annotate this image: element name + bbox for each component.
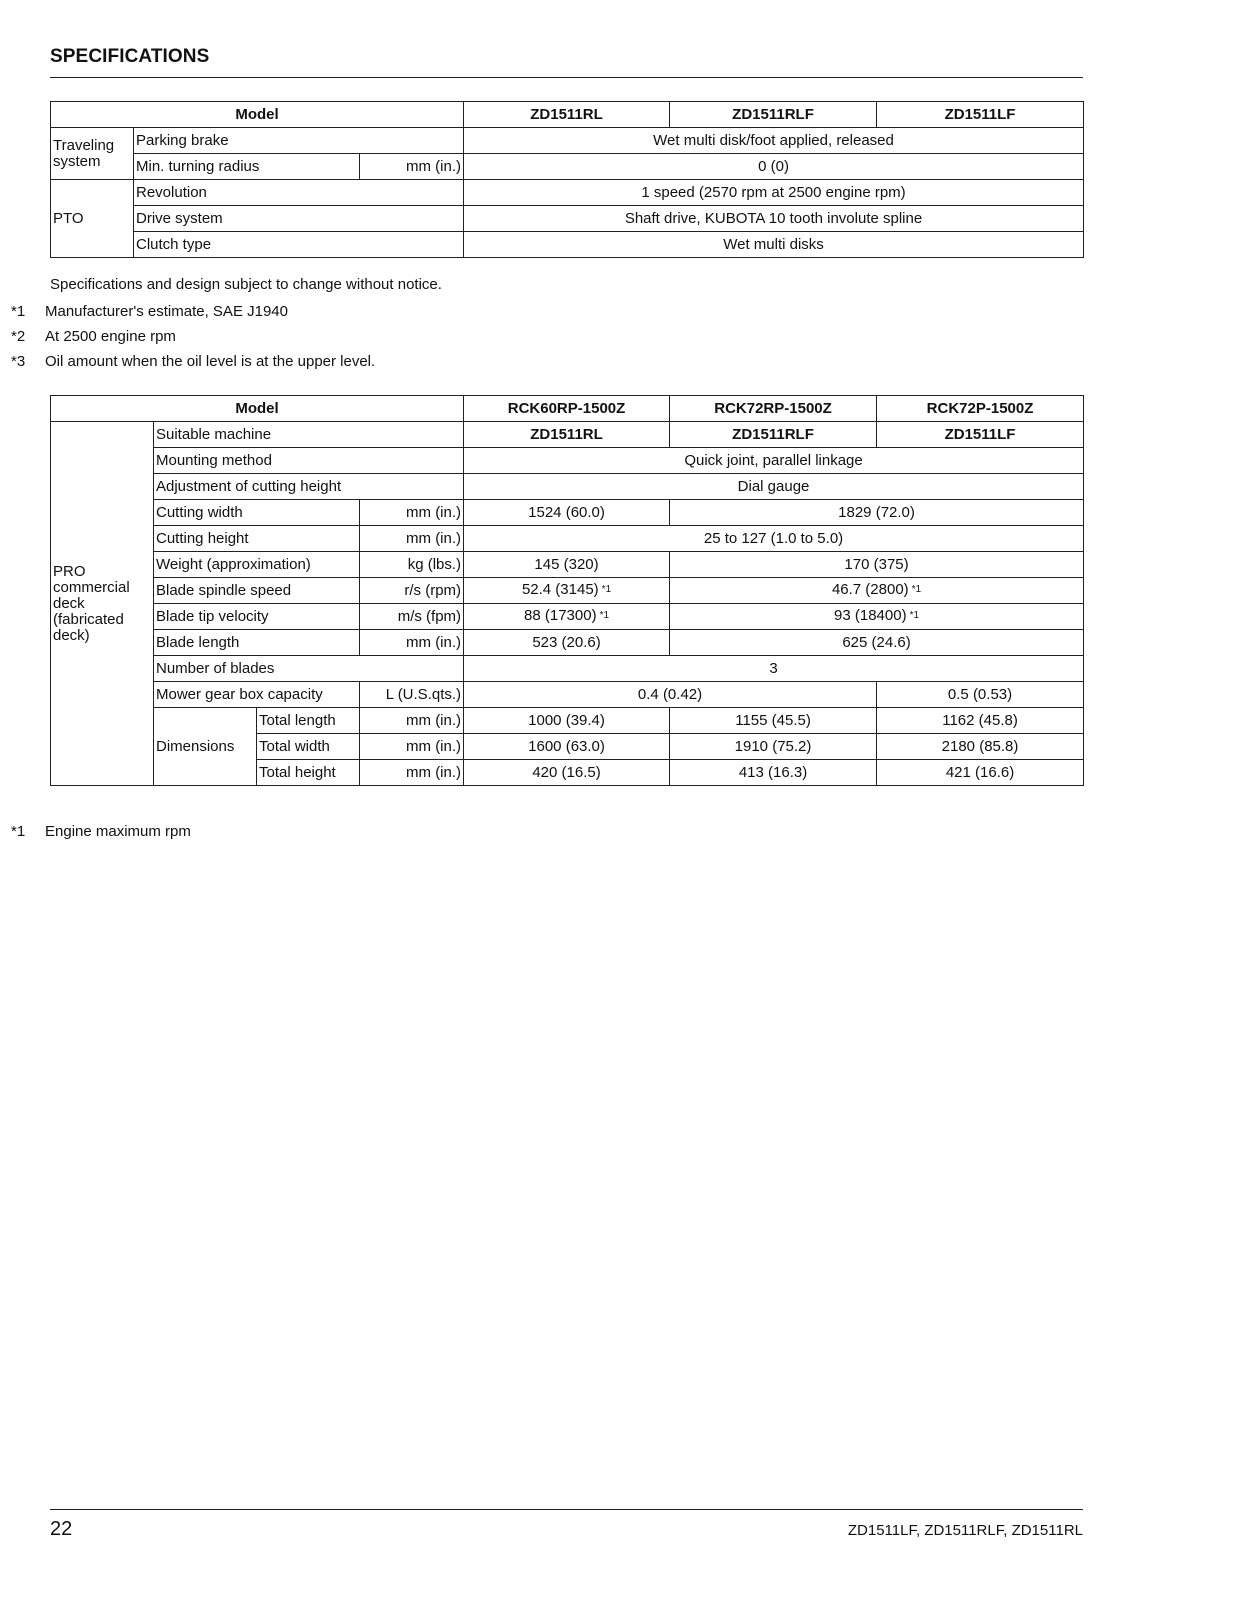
footnote-text: Oil amount when the oil level is at the upper level. bbox=[45, 353, 376, 370]
unit-label: kg (lbs.) bbox=[360, 552, 464, 578]
row-label: Weight (approximation) bbox=[154, 552, 360, 578]
cell-value-text: 88 (17300) bbox=[524, 606, 597, 624]
cell-value-text: 52.4 (3145) bbox=[521, 580, 599, 598]
footnote-ref: *1 bbox=[911, 583, 922, 595]
footnote-mark: *2 bbox=[11, 328, 26, 345]
page-number: 22 bbox=[50, 1518, 73, 1540]
footnote-mark: *1 bbox=[11, 303, 26, 320]
row-label: Revolution bbox=[134, 180, 464, 206]
table-row bbox=[51, 630, 1084, 656]
table-row bbox=[51, 180, 1084, 206]
cell-value: 25 to 127 (1.0 to 5.0) bbox=[464, 526, 1084, 552]
cell-value: 0.4 (0.42) bbox=[464, 682, 877, 708]
cell-value bbox=[670, 578, 1084, 604]
table-row bbox=[51, 656, 1084, 682]
row-label: Suitable machine bbox=[154, 422, 464, 448]
model-header: Model bbox=[51, 396, 464, 422]
table-row bbox=[51, 422, 1084, 448]
footnote-text: Manufacturer's estimate, SAE J1940 bbox=[45, 303, 288, 320]
cell-value: 1829 (72.0) bbox=[670, 500, 1084, 526]
unit-label: mm (in.) bbox=[360, 500, 464, 526]
cell-value-text: 93 (18400) bbox=[834, 606, 907, 624]
cell-value: 145 (320) bbox=[464, 552, 670, 578]
model-col-1: RCK60RP-1500Z bbox=[464, 396, 670, 422]
unit-label: mm (in.) bbox=[360, 734, 464, 760]
model-col-2: RCK72RP-1500Z bbox=[670, 396, 877, 422]
cell-value: 1162 (45.8) bbox=[877, 708, 1084, 734]
unit-label: r/s (rpm) bbox=[360, 578, 464, 604]
unit-label: mm (in.) bbox=[360, 760, 464, 786]
cell-value: 523 (20.6) bbox=[464, 630, 670, 656]
row-label: Total length bbox=[257, 708, 360, 734]
footnote-text: Engine maximum rpm bbox=[45, 823, 191, 840]
cell-value: 2180 (85.8) bbox=[877, 734, 1084, 760]
table-row bbox=[51, 448, 1084, 474]
unit-label: m/s (fpm) bbox=[360, 604, 464, 630]
mower-deck-spec-table bbox=[50, 395, 1084, 786]
footer-models: ZD1511LF, ZD1511RLF, ZD1511RL bbox=[847, 1522, 1083, 1539]
row-label: Mower gear box capacity bbox=[154, 682, 360, 708]
cell-value: 3 bbox=[464, 656, 1084, 682]
unit-label: mm (in.) bbox=[360, 630, 464, 656]
row-label: Clutch type bbox=[134, 232, 464, 258]
table-row bbox=[51, 708, 1084, 734]
cell-value: 1910 (75.2) bbox=[670, 734, 877, 760]
cell-value: Dial gauge bbox=[464, 474, 1084, 500]
cell-value: ZD1511RLF bbox=[670, 422, 877, 448]
group-label: Traveling system bbox=[51, 128, 134, 180]
group-label bbox=[51, 422, 154, 786]
footer-rule bbox=[50, 1509, 1083, 1510]
cell-value: 413 (16.3) bbox=[670, 760, 877, 786]
cell-value bbox=[464, 578, 670, 604]
model-col-1: ZD1511RL bbox=[464, 102, 670, 128]
unit-label: mm (in.) bbox=[360, 708, 464, 734]
subgroup-label: Dimensions bbox=[154, 708, 257, 786]
table-row bbox=[51, 604, 1084, 630]
row-label: Adjustment of cutting height bbox=[154, 474, 464, 500]
cell-value bbox=[670, 604, 1084, 630]
cell-value: 0 (0) bbox=[464, 154, 1084, 180]
cell-value: Shaft drive, KUBOTA 10 tooth involute spline bbox=[464, 206, 1084, 232]
disclaimer-note: Specifications and design subject to change without notice. bbox=[50, 276, 442, 293]
model-col-2: ZD1511RLF bbox=[670, 102, 877, 128]
table-row bbox=[51, 128, 1084, 154]
table-row bbox=[51, 578, 1084, 604]
group-label: PTO bbox=[51, 180, 134, 258]
cell-value: 625 (24.6) bbox=[670, 630, 1084, 656]
row-label: Parking brake bbox=[134, 128, 464, 154]
unit-label: mm (in.) bbox=[360, 526, 464, 552]
cell-value: 421 (16.6) bbox=[877, 760, 1084, 786]
group-label-text: PRO commercial deck (fabricated deck) bbox=[53, 562, 130, 644]
unit-label: L (U.S.qts.) bbox=[360, 682, 464, 708]
row-label: Min. turning radius bbox=[134, 154, 360, 180]
cell-value: Wet multi disks bbox=[464, 232, 1084, 258]
model-col-3: ZD1511LF bbox=[877, 102, 1084, 128]
row-label: Drive system bbox=[134, 206, 464, 232]
table-row bbox=[51, 500, 1084, 526]
cell-value: 1 speed (2570 rpm at 2500 engine rpm) bbox=[464, 180, 1084, 206]
row-label: Blade tip velocity bbox=[154, 604, 360, 630]
table-row bbox=[51, 396, 1084, 422]
footnote-ref: *1 bbox=[601, 583, 612, 595]
cell-value: 1155 (45.5) bbox=[670, 708, 877, 734]
cell-value bbox=[464, 604, 670, 630]
table-row bbox=[51, 232, 1084, 258]
cell-value: 0.5 (0.53) bbox=[877, 682, 1084, 708]
cell-value: 1000 (39.4) bbox=[464, 708, 670, 734]
table-row bbox=[51, 154, 1084, 180]
row-label: Blade spindle speed bbox=[154, 578, 360, 604]
page-title: SPECIFICATIONS bbox=[50, 46, 210, 67]
footnote-text: At 2500 engine rpm bbox=[45, 328, 176, 345]
cell-value: Quick joint, parallel linkage bbox=[464, 448, 1084, 474]
cell-value: 1600 (63.0) bbox=[464, 734, 670, 760]
footnote-mark: *3 bbox=[11, 353, 26, 370]
row-label: Cutting height bbox=[154, 526, 360, 552]
table-row bbox=[51, 526, 1084, 552]
unit-label: mm (in.) bbox=[360, 154, 464, 180]
row-label: Cutting width bbox=[154, 500, 360, 526]
model-header: Model bbox=[51, 102, 464, 128]
footnote-ref: *1 bbox=[909, 609, 920, 621]
row-label: Mounting method bbox=[154, 448, 464, 474]
table-row bbox=[51, 552, 1084, 578]
cell-value: 1524 (60.0) bbox=[464, 500, 670, 526]
table-row bbox=[51, 102, 1084, 128]
row-label: Total height bbox=[257, 760, 360, 786]
footnote-mark: *1 bbox=[11, 823, 26, 840]
row-label: Number of blades bbox=[154, 656, 464, 682]
model-col-3: RCK72P-1500Z bbox=[877, 396, 1084, 422]
cell-value: ZD1511LF bbox=[877, 422, 1084, 448]
cell-value: ZD1511RL bbox=[464, 422, 670, 448]
table-row bbox=[51, 682, 1084, 708]
cell-value: 420 (16.5) bbox=[464, 760, 670, 786]
cell-value: Wet multi disk/foot applied, released bbox=[464, 128, 1084, 154]
tractor-spec-table bbox=[50, 101, 1084, 258]
row-label: Total width bbox=[257, 734, 360, 760]
row-label: Blade length bbox=[154, 630, 360, 656]
table-row bbox=[51, 474, 1084, 500]
header-rule bbox=[50, 77, 1083, 78]
footnote-ref: *1 bbox=[599, 609, 610, 621]
table-row bbox=[51, 206, 1084, 232]
cell-value: 170 (375) bbox=[670, 552, 1084, 578]
cell-value-text: 46.7 (2800) bbox=[831, 580, 909, 598]
